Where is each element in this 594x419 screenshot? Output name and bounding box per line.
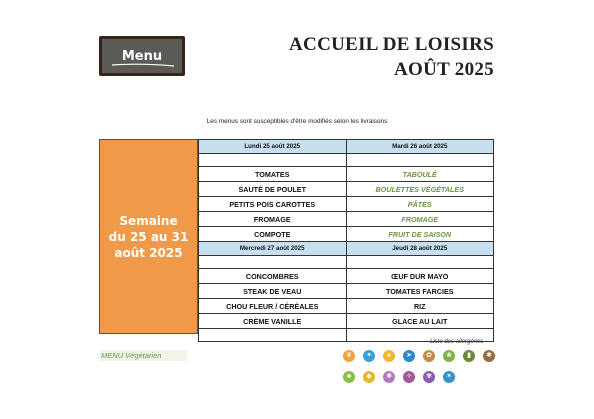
allergen-dot: ✱ (483, 350, 495, 362)
day-header: Mercredi 27 août 2025 (199, 242, 347, 256)
logo-text: Menu (121, 49, 163, 64)
allergen-list-title: Liste des allergènes (430, 339, 484, 345)
table-row (199, 154, 494, 167)
menu-item-vegetarian: TABOULÉ (346, 167, 494, 182)
allergen-dot: ✦ (363, 350, 375, 362)
table-row (199, 284, 494, 299)
menu-item: TOMATES FARCIES (346, 284, 494, 299)
milk-icon (459, 350, 479, 367)
vegetarian-legend: MENU Végétarien (100, 350, 187, 361)
menu-item-vegetarian: BOULETTES VÉGÉTALES (346, 182, 494, 197)
menu-item: COMPOTE (199, 227, 347, 242)
allergen-dot: ❀ (443, 350, 455, 362)
menu-item: STEAK DE VEAU (199, 284, 347, 299)
celery-icon (339, 371, 359, 388)
menu-item: CONCOMBRES (199, 269, 347, 284)
nuts-icon (479, 350, 499, 367)
menu-chalkboard-logo (99, 36, 185, 76)
wheat-icon (339, 350, 359, 367)
table-row (199, 256, 494, 269)
table-header-row (199, 140, 494, 154)
page-title-line1: ACCUEIL DE LOISIRS (289, 34, 494, 55)
week-label: Semaine du 25 au 31 août 2025 (108, 213, 189, 260)
allergen-dot: ✾ (423, 371, 435, 383)
table-row (199, 167, 494, 182)
allergen-icons (339, 350, 499, 388)
menu-item-vegetarian: FROMAGE (346, 212, 494, 227)
mustard-icon (359, 371, 379, 388)
sulphite-icon (399, 371, 419, 388)
table-row (199, 182, 494, 197)
table-header-row (199, 242, 494, 256)
table-row (199, 314, 494, 329)
chalk-underline-icon (102, 39, 182, 73)
day-header: Jeudi 28 août 2025 (346, 242, 494, 256)
allergen-dot: ▮ (463, 350, 475, 362)
day-header: Lundi 25 août 2025 (199, 140, 347, 154)
fish-icon (399, 350, 419, 367)
menu-item: RIZ (346, 299, 494, 314)
allergen-dot: ➤ (403, 350, 415, 362)
menu-item: TOMATES (199, 167, 347, 182)
menu-item: FROMAGE (199, 212, 347, 227)
egg-icon (379, 350, 399, 367)
menu-table (198, 139, 494, 342)
table-row (199, 299, 494, 314)
menu-item: SAUTÉ DE POULET (199, 182, 347, 197)
allergen-dot: ✺ (383, 371, 395, 383)
allergen-dot: ✧ (403, 371, 415, 383)
allergen-dot: ♣ (343, 371, 355, 383)
menu-item-vegetarian: FRUIT DE SAISON (346, 227, 494, 242)
menu-item-vegetarian: PÂTES (346, 197, 494, 212)
menu-item: GLACE AU LAIT (346, 314, 494, 329)
allergen-dot: ✿ (423, 350, 435, 362)
allergen-dot: ● (383, 350, 395, 362)
allergen-dot: ◆ (363, 371, 375, 383)
menu-item: CHOU FLEUR / CÉRÉALES (199, 299, 347, 314)
menu-item: ŒUF DUR MAYO (346, 269, 494, 284)
allergen-dot: ✶ (443, 371, 455, 383)
lupin-icon (419, 371, 439, 388)
allergen-dot: ❦ (343, 350, 355, 362)
week-panel (99, 139, 198, 334)
soy-icon (439, 350, 459, 367)
table-row (199, 269, 494, 284)
page-title-line2: AOÛT 2025 (393, 59, 494, 80)
table-row (199, 212, 494, 227)
sesame-icon (379, 371, 399, 388)
menu-item: PETITS POIS CAROTTES (199, 197, 347, 212)
mollusc-icon (439, 371, 459, 388)
menu-disclaimer: Les menus sont susceptibles d'être modifiés selon les livraisons (206, 118, 388, 125)
day-header: Mardi 26 août 2025 (346, 140, 494, 154)
menu-item: CRÈME VANILLE (199, 314, 347, 329)
table-row (199, 197, 494, 212)
crustacean-icon (359, 350, 379, 367)
peanut-icon (419, 350, 439, 367)
table-row (199, 227, 494, 242)
